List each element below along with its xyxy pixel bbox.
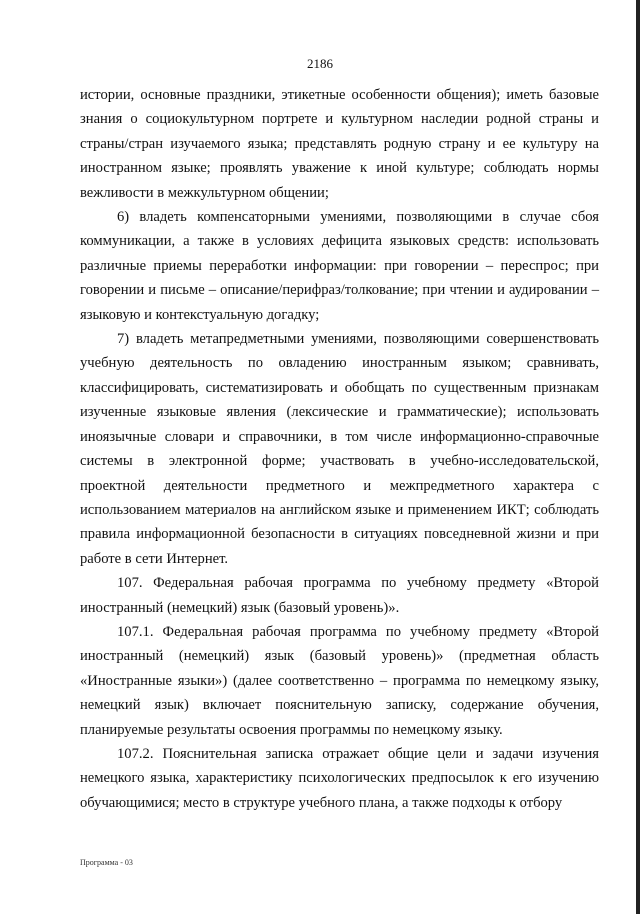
paragraph-section-107-2: 107.2. Пояснительная записка отражает общие цели и задачи изучения немецкого языка, характеристику психологических предпосылок к его изучению обучающимися; место в структуре учебного плана, а также подходы к отбору <box>80 745 599 811</box>
paragraph-section-107: 107. Федеральная рабочая программа по учебному предмету «Второй иностранный (немецкий) язык (базовый уровень)». <box>80 575 599 616</box>
paragraph-section-107-1: 107.1. Федеральная рабочая программа по учебному предмету «Второй иностранный (немецкий) язык (базовый уровень)» (предметная область «Иностранные языки») (далее соответственно – программа по немецкому языку, немецкий язык) включает пояснительную записку, содержание обучения, планируемые результаты освоения программы по немецкому языку. <box>80 623 599 738</box>
paragraph-item-7: 7) владеть метапредметными умениями, позволяющими совершенствовать учебную деятельность по овладению иностранным языком; сравнивать, классифицировать, систематизировать и обобщать по существенным признакам изученные языковые явления (лексические и грамматические); использовать иноязычные словари и справочники, в том числе информационно-справочные системы в электронной форме; участвовать в учебно-исследовательской, проектной деятельности предметного и межпредметного характера с использованием материалов на английском языке и применением ИКТ; соблюдать правила информационной безопасности в ситуациях повседневной жизни и при работе в сети Интернет. <box>80 331 599 567</box>
page-footer: Программа - 03 <box>80 858 133 867</box>
page-number: 2186 <box>307 56 333 71</box>
scan-edge <box>636 0 640 914</box>
paragraph-continuation: истории, основные праздники, этикетные особенности общения); иметь базовые знания о социокультурном портрете и культурном наследии родной страны и страны/стран изучаемого языка; представлять родную страну и ее культуру на иностранном языке; проявлять уважение к иной культуре; соблюдать нормы вежливости в межкультурном общении; <box>80 87 599 201</box>
paragraph-item-6: 6) владеть компенсаторными умениями, позволяющими в случае сбоя коммуникации, а также в условиях дефицита языковых средств: использовать различные приемы переработки информации: при говорении – переспрос; при говорении и письме – описание/перифраз/толкование; при чтении и аудировании – языковую и контекстуальную догадку; <box>80 209 599 323</box>
document-body <box>80 83 599 815</box>
